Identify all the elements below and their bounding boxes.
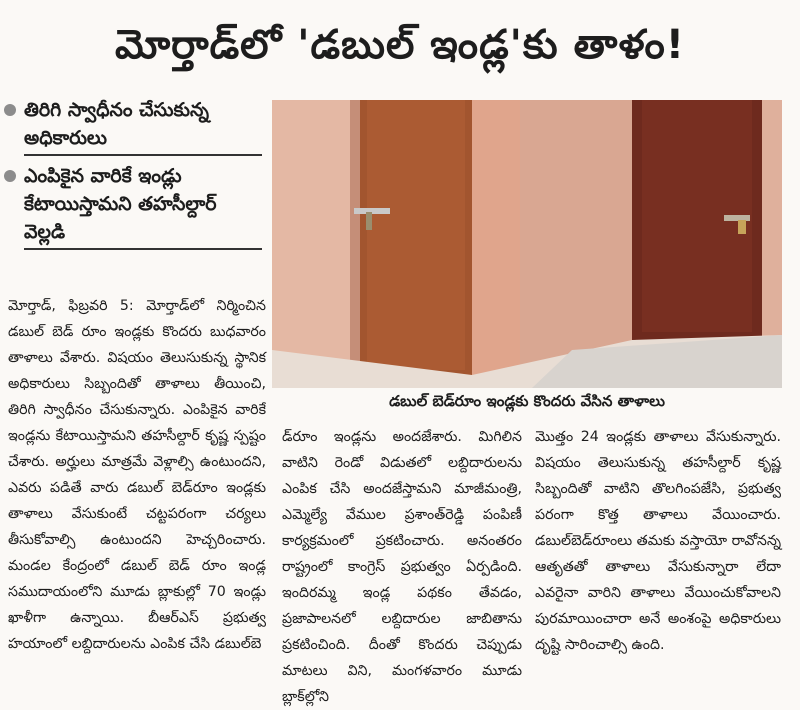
- article-column-3: [535, 424, 781, 658]
- article-column-2: [282, 424, 522, 710]
- article-text: మొత్తం 24 ఇండ్లకు తాళాలు వేసుకున్నారు. విషయం తెలుసుకున్న తహసీల్దార్ కృష్ణ సిబ్బందితో వాటిని తొలగింపజేసి, ప్రభుత్వ పరంగా కొత్త తాళాలు వేయించారు. డబుల్‌బెడ్‌రూంలు తమకు వస్తాయో రావోనన్న ఆతృతతో తాళాలు వేసుకున్నారా లేదా ఎవరైనా వారిని తాళాలు వేయించుకోవాలని పురమాయించారా అనే అంశంపై అధికారులు దృష్టి సారించాల్సి ఉంది.: [535, 429, 781, 653]
- bullet-item: [4, 162, 262, 250]
- article-text: డ్‌రూం ఇండ్లను అందజేశారు. మిగిలిన వాటిని రెండో విడుతలో లబ్దిదారులను ఎంపిక చేసి అందజేస్తామని మాజీమంత్రి, ఎమ్మెల్యే వేముల ప్రశాంత్‌రెడ్డి పంపిణీ కార్యక్రమంలో ప్రకటించారు. అనంతరం రాష్ట్రంలో కాంగ్రెస్ ప్రభుత్వం ఏర్పడింది. ఇందిరమ్మ ఇండ్ల పథకం తేవడం, ప్రజాపాలనలో లబ్దిదారుల జాబితాను ప్రకటించింది. దీంతో కొందరు చెప్పుడు మాటలు విని, మంగళవారం మూడు బ్లాక్‌ల్లోని: [282, 429, 522, 705]
- bullet-dot-icon: [4, 104, 16, 116]
- bullet-item: [4, 96, 262, 156]
- bullet-dot-icon: [4, 170, 16, 182]
- subheadline-bullets: [4, 96, 262, 256]
- article-column-1: [8, 293, 266, 657]
- news-photo-locked-doors: [272, 100, 782, 388]
- headline: మోర్తాడ్‌లో 'డబుల్ ఇండ్ల'కు తాళం!: [114, 22, 686, 68]
- bullet-text: తిరిగి స్వాధీనం చేసుకున్న అధికారులు: [24, 96, 262, 156]
- article-text: మోర్తాడ్, ఫిబ్రవరి 5: మోర్తాడ్‌లో నిర్మించిన డబుల్ బెడ్ రూం ఇండ్లకు కొందరు బుధవారం తాళాలు వేశారు. విషయం తెలుసుకున్న స్థానిక అధికారులు సిబ్బందితో తాళాలు తీయించి, తిరిగి స్వాధీనం చేసుకున్నారు. ఎంపికైన వారికే ఇండ్లను కేటాయిస్తామని తహసీల్దార్ కృష్ణ స్పష్టం చేశారు. అర్హులు మాత్రమే వెళ్లాల్సి ఉంటుందని, ఎవరు పడితే వారు డబుల్ బెడ్‌రూం ఇండ్లకు తాళాలు వేసుకుంటే చట్టపరంగా చర్యలు తీసుకోవాల్సి ఉంటుందని హెచ్చరించారు. మండల కేంద్రంలో డబుల్ బెడ్ రూం ఇండ్ల సముదాయంలోని మూడు బ్లాకుల్లో 70 ఇండ్లు ఖాళీగా ఉన్నాయి. బీఆర్ఎస్ ప్రభుత్వ హయాంలో లబ్దిదారులను ఎంపిక చేసి డబుల్‌బె: [8, 298, 266, 652]
- photo-caption: డబుల్ బెడ్‌రూం ఇండ్లకు కొందరు వేసిన తాళాలు: [389, 392, 665, 410]
- bullet-text: ఎంపికైన వారికే ఇండ్లు కేటాయిస్తామని తహసీల్దార్ వెల్లడి: [24, 162, 262, 250]
